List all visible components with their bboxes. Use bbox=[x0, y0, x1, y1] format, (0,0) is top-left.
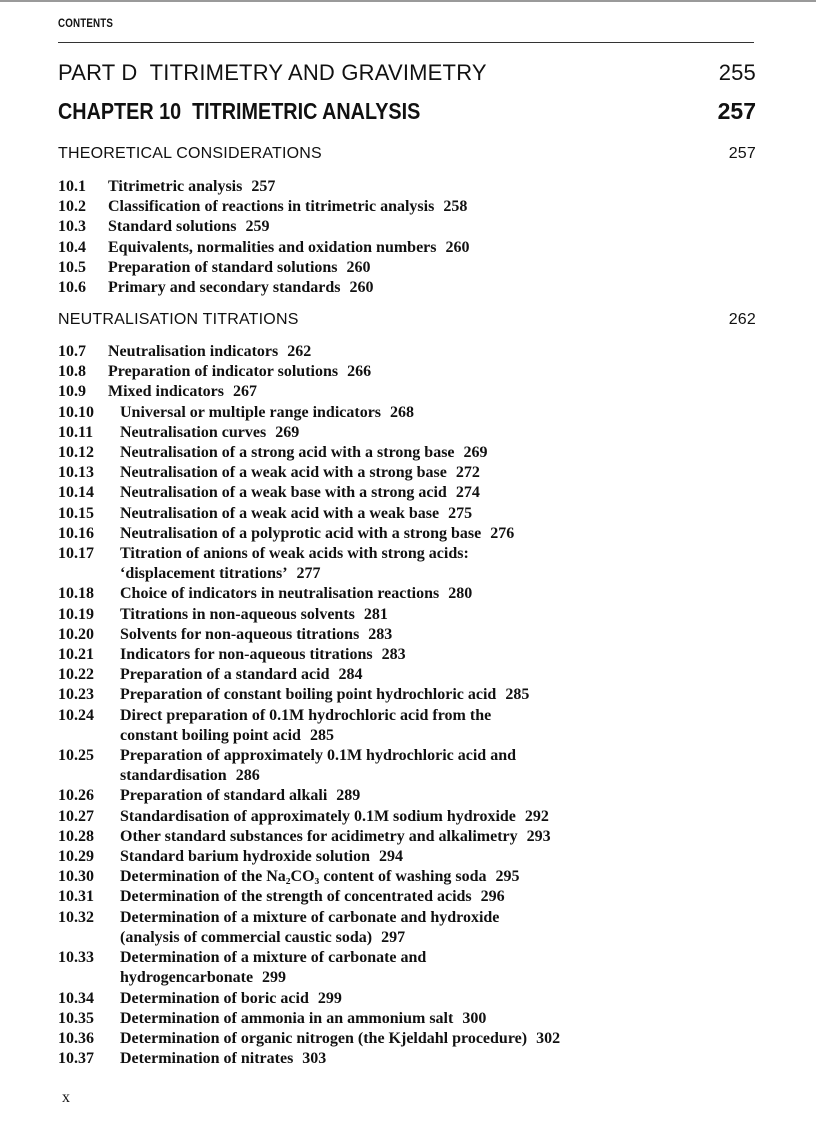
toc-entry-title: Solvents for non-aqueous titrations bbox=[120, 625, 360, 643]
toc-entry-title: Determination of the strength of concentrated acids bbox=[120, 888, 472, 906]
toc-entry-page: 260 bbox=[445, 238, 470, 256]
toc-entry-page: 267 bbox=[233, 383, 257, 401]
toc-entry-title: Standardisation of approximately 0.1M sodium hydroxide bbox=[120, 807, 516, 825]
toc-entry-number: 10.16 bbox=[58, 524, 94, 542]
toc-entry-title: Determination of nitrates bbox=[120, 1050, 294, 1068]
toc-entry-title: Titration of anions of weak acids with strong acids: bbox=[120, 545, 469, 563]
toc-entry[interactable] bbox=[58, 948, 758, 988]
toc-entry-page: 299 bbox=[262, 969, 287, 987]
toc-entry[interactable] bbox=[58, 887, 758, 907]
toc-entry-title: Preparation of constant boiling point hydrochloric acid bbox=[120, 686, 497, 704]
toc-entry-number: 10.24 bbox=[58, 706, 94, 724]
toc-entry-title: Determination of boric acid bbox=[120, 989, 309, 1007]
toc-entry-title: Preparation of a standard acid bbox=[120, 666, 330, 684]
toc-entry-title: Determination of a mixture of carbonate and hydroxide bbox=[120, 908, 500, 926]
toc-entry-number: 10.34 bbox=[58, 989, 94, 1007]
toc-entry[interactable] bbox=[58, 504, 758, 524]
toc-entry[interactable] bbox=[58, 483, 758, 503]
toc-entry-title: Equivalents, normalities and oxidation numbers bbox=[108, 238, 437, 256]
toc-entry-page: 284 bbox=[338, 666, 363, 684]
toc-entry-number: 10.36 bbox=[58, 1029, 94, 1047]
toc-entry-title: Neutralisation of a weak acid with a weak base bbox=[120, 504, 440, 522]
toc-entry-title: ‘displacement titrations’ bbox=[120, 565, 288, 583]
toc-entry-page: 258 bbox=[443, 198, 468, 216]
toc-entry-page: 297 bbox=[381, 928, 406, 946]
toc-entry-page: 275 bbox=[448, 504, 473, 522]
toc-entry-number: 10.19 bbox=[58, 605, 94, 623]
toc-entry-page: 289 bbox=[336, 787, 361, 805]
toc-entry-number: 10.27 bbox=[58, 807, 94, 825]
toc-entry-page: 266 bbox=[347, 363, 372, 381]
toc-entry-title: Neutralisation of a polyprotic acid with a strong base bbox=[120, 524, 482, 542]
toc-entry-number: 10.7 bbox=[58, 343, 86, 360]
toc-entry-number: 10.1 bbox=[58, 178, 86, 195]
toc-entry-title: Titrations in non-aqueous solvents bbox=[120, 605, 355, 623]
toc-entry-number: 10.23 bbox=[58, 686, 94, 704]
toc-entry-number: 10.26 bbox=[58, 787, 94, 805]
chapter-heading[interactable] bbox=[58, 98, 756, 125]
toc-entry-title: Choice of indicators in neutralisation reactions bbox=[120, 585, 440, 603]
toc-entry-title: constant boiling point acid bbox=[120, 726, 301, 744]
toc-entry-title: Preparation of standard solutions bbox=[108, 258, 338, 276]
toc-entry-page: 285 bbox=[309, 726, 334, 744]
toc-entry[interactable] bbox=[58, 524, 758, 544]
toc-entry[interactable] bbox=[58, 463, 758, 483]
toc-entry-page: 292 bbox=[524, 807, 549, 825]
toc-entry[interactable] bbox=[58, 665, 758, 685]
toc-entry[interactable] bbox=[58, 1029, 758, 1049]
toc-entry-page: 285 bbox=[505, 686, 530, 704]
toc-entry-page: 296 bbox=[480, 888, 505, 906]
toc-entry[interactable] bbox=[58, 258, 758, 278]
toc-entry-number: 10.20 bbox=[58, 625, 94, 643]
toc-entry-number: 10.30 bbox=[58, 868, 94, 886]
toc-entry-page: 293 bbox=[526, 827, 551, 845]
toc-entry-page: 281 bbox=[363, 605, 388, 623]
toc-entry-title: Neutralisation of a weak base with a strong acid bbox=[120, 484, 447, 502]
toc-entry[interactable] bbox=[58, 685, 758, 705]
toc-entry-number: 10.9 bbox=[58, 383, 86, 401]
running-head: CONTENTS bbox=[58, 18, 114, 30]
toc-entry-page: 295 bbox=[495, 868, 520, 886]
toc-entry-title: standardisation bbox=[120, 767, 227, 785]
toc-entry-title: Primary and secondary standards bbox=[108, 279, 341, 297]
toc-entry[interactable] bbox=[58, 989, 758, 1009]
section-title: THEORETICAL CONSIDERATIONS bbox=[58, 145, 322, 162]
toc-entry-page: 274 bbox=[455, 484, 480, 502]
toc-entry-title: Neutralisation indicators bbox=[108, 343, 279, 360]
toc-entry[interactable] bbox=[58, 807, 758, 827]
toc-entry[interactable] bbox=[58, 746, 758, 786]
toc-entry[interactable] bbox=[58, 584, 758, 604]
toc-entry-page: 277 bbox=[296, 565, 321, 583]
toc-entry-title: (analysis of commercial caustic soda) bbox=[120, 928, 373, 946]
toc-entry-number: 10.12 bbox=[58, 444, 94, 462]
toc-entry-title: Mixed indicators bbox=[108, 383, 224, 401]
toc-entry[interactable] bbox=[58, 238, 758, 258]
toc-entry-number: 10.29 bbox=[58, 848, 94, 866]
toc-entry-page: 272 bbox=[455, 464, 480, 482]
section-title: NEUTRALISATION TITRATIONS bbox=[58, 311, 299, 328]
toc-entry[interactable] bbox=[58, 443, 758, 463]
toc-entry[interactable] bbox=[58, 217, 758, 237]
toc-entry[interactable] bbox=[58, 423, 758, 443]
toc-entry-number: 10.35 bbox=[58, 1009, 94, 1027]
toc-entry[interactable] bbox=[58, 847, 758, 867]
part-title: PART D TITRIMETRY AND GRAVIMETRY bbox=[58, 60, 487, 85]
toc-entry-number: 10.21 bbox=[58, 646, 94, 664]
chapter-title: CHAPTER 10 TITRIMETRIC ANALYSIS bbox=[58, 98, 421, 124]
toc-entry-title: Preparation of indicator solutions bbox=[108, 363, 339, 381]
toc-entry-number: 10.2 bbox=[58, 198, 86, 216]
toc-entry[interactable] bbox=[58, 706, 758, 746]
toc-entry[interactable] bbox=[58, 278, 758, 298]
header-divider bbox=[58, 42, 754, 43]
toc-entry-number: 10.22 bbox=[58, 666, 94, 684]
toc-entry-page: 269 bbox=[275, 423, 300, 441]
toc-entry[interactable] bbox=[58, 382, 758, 402]
section-heading-neutralisation[interactable] bbox=[58, 311, 756, 329]
toc-entry[interactable] bbox=[58, 342, 758, 362]
toc-entry-number: 10.11 bbox=[58, 423, 94, 441]
toc-list-neutralisation bbox=[58, 342, 758, 1069]
toc-entry[interactable] bbox=[58, 1009, 758, 1029]
toc-entry[interactable] bbox=[58, 197, 758, 217]
toc-entry[interactable] bbox=[58, 625, 758, 645]
toc-entry-title: hydrogencarbonate bbox=[120, 969, 254, 987]
toc-entry-number: 10.4 bbox=[58, 238, 86, 256]
toc-entry[interactable] bbox=[58, 645, 758, 665]
toc-entry-title: Standard barium hydroxide solution bbox=[120, 848, 370, 866]
toc-entry-number: 10.6 bbox=[58, 279, 86, 297]
toc-entry-number: 10.10 bbox=[58, 403, 94, 421]
toc-entry-title: Indicators for non-aqueous titrations bbox=[120, 646, 373, 664]
toc-entry-title: Titrimetric analysis bbox=[108, 178, 243, 195]
toc-entry-title: Neutralisation of a weak acid with a strong base bbox=[120, 464, 447, 482]
toc-entry-number: 10.17 bbox=[58, 545, 94, 563]
toc-entry-number: 10.25 bbox=[58, 747, 94, 765]
top-border-rule bbox=[0, 0, 816, 2]
toc-entry-number: 10.32 bbox=[58, 908, 94, 926]
page-number-footer: x bbox=[62, 1089, 70, 1106]
part-heading[interactable] bbox=[58, 60, 756, 86]
toc-entry-page: 300 bbox=[462, 1009, 487, 1027]
toc-entry-title: Determination of ammonia in an ammonium salt bbox=[120, 1009, 454, 1027]
toc-entry-number: 10.18 bbox=[58, 585, 94, 603]
toc-entry-title: Universal or multiple range indicators bbox=[120, 403, 382, 421]
toc-entry-page: 276 bbox=[490, 524, 515, 542]
toc-entry-page: 259 bbox=[245, 218, 270, 236]
toc-entry-title: Classification of reactions in titrimetric analysis bbox=[108, 198, 435, 216]
toc-entry-number: 10.28 bbox=[58, 827, 94, 845]
toc-entry-title: Direct preparation of 0.1M hydrochloric acid from the bbox=[120, 706, 492, 724]
toc-entry-page: 280 bbox=[448, 585, 473, 603]
toc-entry[interactable] bbox=[58, 908, 758, 948]
toc-entry-title: Neutralisation curves bbox=[120, 423, 267, 441]
toc-entry[interactable] bbox=[58, 1049, 758, 1069]
toc-entry-page: 299 bbox=[317, 989, 342, 1007]
toc-entry-number: 10.3 bbox=[58, 218, 86, 236]
toc-list-theoretical bbox=[58, 177, 758, 298]
toc-entry-number: 10.8 bbox=[58, 363, 86, 381]
section-heading-theoretical[interactable] bbox=[58, 145, 756, 163]
toc-entry-number: 10.15 bbox=[58, 504, 94, 522]
toc-entry-page: 286 bbox=[235, 767, 260, 785]
toc-entry-page: 294 bbox=[379, 848, 403, 866]
toc-entry[interactable] bbox=[58, 605, 758, 625]
section-page: 257 bbox=[728, 145, 756, 162]
toc-entry-number: 10.14 bbox=[58, 484, 94, 502]
section-page: 262 bbox=[728, 311, 756, 328]
toc-entry[interactable] bbox=[58, 867, 758, 887]
toc-entry-page: 302 bbox=[536, 1029, 561, 1047]
toc-entry-page: 303 bbox=[302, 1050, 327, 1068]
toc-entry-number: 10.13 bbox=[58, 464, 94, 482]
toc-entry[interactable] bbox=[58, 177, 758, 197]
toc-entry-title: Neutralisation of a strong acid with a strong base bbox=[120, 444, 455, 462]
toc-entry-title: Standard solutions bbox=[108, 218, 237, 236]
toc-entry-title: Determination of the Na₂CO₃ content of washing soda bbox=[120, 868, 487, 886]
toc-entry[interactable] bbox=[58, 362, 758, 382]
toc-entry[interactable] bbox=[58, 403, 758, 423]
toc-entry-title: Determination of a mixture of carbonate and bbox=[120, 949, 427, 967]
toc-entry-title: Preparation of approximately 0.1M hydrochloric acid and bbox=[120, 747, 516, 765]
toc-entry-number: 10.31 bbox=[58, 888, 94, 906]
toc-entry-number: 10.5 bbox=[58, 258, 86, 276]
chapter-page: 257 bbox=[717, 98, 756, 124]
toc-entry-number: 10.33 bbox=[58, 949, 94, 967]
toc-entry-page: 260 bbox=[349, 279, 374, 297]
toc-entry-page: 257 bbox=[251, 178, 276, 195]
toc-entry-page: 283 bbox=[381, 646, 406, 664]
toc-entry-page: 283 bbox=[368, 625, 393, 643]
part-page: 255 bbox=[718, 60, 756, 85]
toc-entry-title: Determination of organic nitrogen (the Kjeldahl procedure) bbox=[120, 1029, 528, 1047]
toc-entry-page: 269 bbox=[463, 444, 488, 462]
toc-entry-title: Other standard substances for acidimetry and alkalimetry bbox=[120, 827, 518, 845]
toc-entry[interactable] bbox=[58, 827, 758, 847]
toc-entry-number: 10.37 bbox=[58, 1050, 94, 1068]
toc-entry-page: 268 bbox=[390, 403, 415, 421]
toc-entry[interactable] bbox=[58, 544, 758, 584]
toc-entry-page: 262 bbox=[287, 343, 312, 360]
toc-entry-page: 260 bbox=[346, 258, 371, 276]
toc-entry[interactable] bbox=[58, 786, 758, 806]
toc-entry-title: Preparation of standard alkali bbox=[120, 787, 328, 805]
